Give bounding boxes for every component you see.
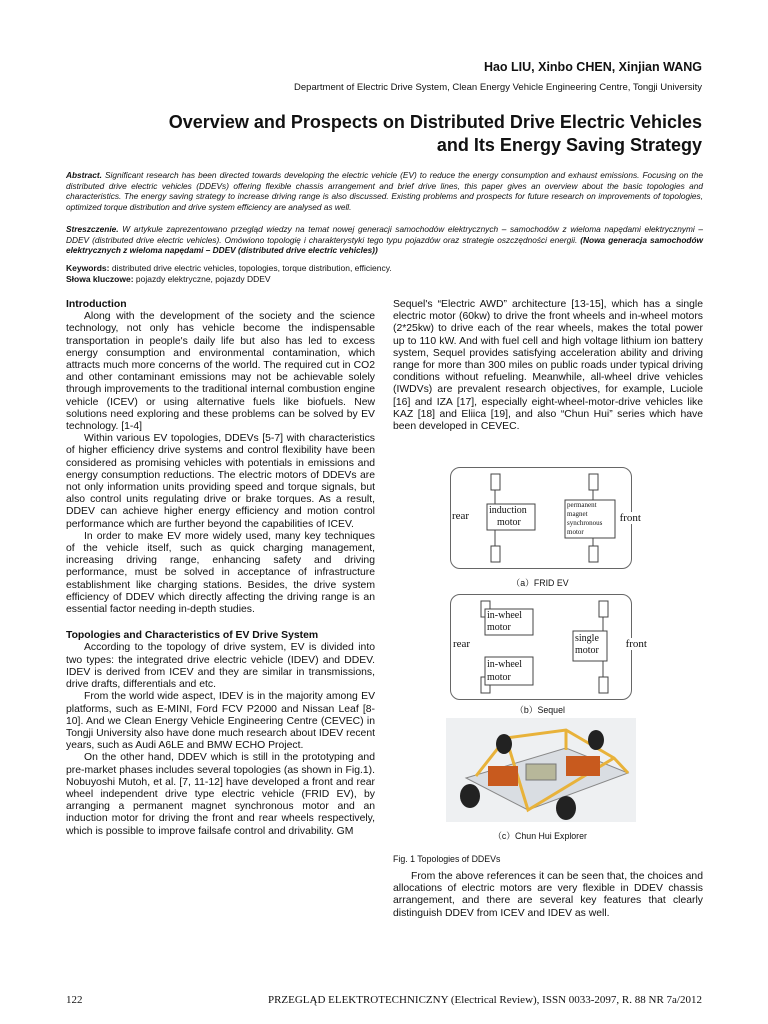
streszczenie-text: W artykule zaprezentowano przegląd wiedzy na temat nowej generacji samochodów elektrycznych – samochodów z wieloma napędami elektrycznymi – DDEV (distributed drive electric vehicles). Omówiono topologię i charakterystyki tego typu pojazdów oraz strategie oszczędności energii. (66, 224, 703, 245)
motor-block-rear (488, 766, 518, 786)
figure-1-caption: Fig. 1 Topologies of DDEVs (393, 854, 501, 864)
keywords-label: Keywords: (66, 263, 110, 273)
wheel-c-4 (556, 796, 576, 820)
keywords (66, 263, 703, 285)
topologies-paragraph-2: From the world wide aspect, IDEV is in the majority among EV platforms, such as E-MINI, Ford FCV P2000 and Nissan Leaf [8-10]. And we Clean Energy Vehicle Engineering Centre (CEVEC) in Tongji University also have done much research about IDEV recent years, such as Audi A6LE and BMW ECHO Project. (66, 691, 375, 752)
abstract-label: Abstract. (66, 170, 102, 180)
label-front-a: front (619, 512, 641, 524)
wheel-rear-top (491, 474, 500, 490)
label-single-2: motor (575, 645, 599, 656)
label-front-b: front (625, 638, 647, 650)
label-induction-2: motor (497, 517, 521, 528)
figure-a-svg (451, 468, 631, 568)
keywords-pl-label: Słowa kluczowe: (66, 273, 134, 284)
wheel-front-top (589, 474, 598, 490)
label-inwheel-top-1: in-wheel (487, 610, 522, 621)
right-paragraph-1: Sequel's “Electric AWD” architecture [13-15], which has a single electric motor (60kw) to drive the front wheels and in-wheel motors (2*25kw) to drive each of the rear wheels, makes the total power up to 110 kW. And with fuel cell and high voltage lithium ion battery system, Sequel provides satisfying acceleration ability and driving range for more than 300 miles on public roads under typical driving conditions without refueling. Meanwhile, all-wheel drive vehicles (IWDVs) are prevalent research objectives, for example, Luciole [16] and IZA [17], especially eight-wheel-motor-drive vehicles like KAZ [18] and Eliica [19], and also “Chun Hui” series which have been developed in CEVEC. (393, 299, 703, 433)
motor-block-front (566, 756, 600, 776)
title-line-2: and Its Energy Saving Strategy (436, 135, 702, 155)
keywords-pl-text: pojazdy elektryczne, pojazdy DDEV (133, 273, 271, 284)
label-inwheel-bot-1: in-wheel (487, 659, 522, 670)
right-paragraph-2: From the above references it can be seen that, the choices and allocations of electric motors are very flexible in DDEV chassis arrangement, and there are several key features that clearly distinguish DDEV from ICEV and IDEV as well. (393, 871, 703, 919)
wheel-rear-bottom (491, 546, 500, 562)
label-pm-3: synchronous (567, 519, 603, 527)
authors: Hao LIU, Xinbo CHEN, Xinjian WANG (483, 60, 702, 74)
intro-paragraph-2: Within various EV topologies, DDEVs [5-7] with characteristics of higher efficiency drive systems and control flexibility have been considered as promising vehicles with potentials in emissions and energy consumption reductions. The electric motors of DDEVs are not only information units providing speed and torque signals, but also control units regulating drive or brake torques. As a result, DDEV can achieve higher energy efficiency and motion control performance which are further beyond the capabilities of ICEV. (66, 433, 375, 530)
figure-b-caption: （b）Sequel (515, 705, 565, 715)
label-pm-2: magnet (567, 510, 588, 518)
streszczenie (66, 224, 703, 256)
wheel-c-2 (496, 734, 512, 754)
streszczenie-title: (Nowa generacja samochodów elektrycznych z wieloma napędami – DDEV (distributed drive electric vehicles)) (66, 234, 703, 256)
figure-c-caption: （c）Chun Hui Explorer (493, 831, 587, 841)
abstract (66, 170, 703, 212)
topologies-paragraph-1: According to the topology of drive system, EV is divided into two types: the integrated drive electric vehicle (IDEV) and DDEV. IDEV is derived from ICEV and they are similar in transmissions, drive drafts, differentials and etc. (66, 642, 375, 691)
affiliation: Department of Electric Drive System, Clean Energy Vehicle Engineering Centre, Tongji University (294, 82, 702, 93)
label-rear-b: rear (453, 638, 471, 650)
topologies-heading: Topologies and Characteristics of EV Drive System (66, 630, 319, 642)
title-line-1: Overview and Prospects on Distributed Drive Electric Vehicles (168, 112, 702, 132)
label-inwheel-top-2: motor (487, 622, 511, 633)
wheel-c-3 (588, 730, 604, 750)
intro-paragraph-3: In order to make EV more widely used, many key techniques of the vehicle itself, such as quick charging management, increasing driving range, enhancing safety and driving performance, must be solved in acceptance of infrastructure establishment like charging stations. Besides, the drive system efficiency of DDEV which directly affecting the driving range is an essential factor needing in-depth studies. (66, 530, 375, 616)
figure-a-diagram (450, 467, 641, 569)
figure-a-caption: （a）FRID EV (511, 578, 569, 588)
keywords-en (66, 263, 703, 274)
figure-b-svg (451, 595, 631, 699)
wheel-c-1 (460, 784, 480, 808)
figure-b-diagram (450, 594, 647, 700)
label-pm-4: motor (567, 528, 584, 536)
label-pm-1: permanent (567, 501, 597, 509)
journal-footer: PRZEGLĄD ELEKTROTECHNICZNY (Electrical Review), ISSN 0033-2097, R. 88 NR 7a/2012 (267, 994, 702, 1006)
abstract-text: Significant research has been directed towards developing the electric vehicle (EV) to reduce the energy consumption and exhaust emissions. Focusing on the distributed drive electric vehicles (DDEVs) offering flexible chassis arrangement and brief drive lines, this paper gives an overview about the basic topologies and characteristics. The energy saving strategy to increase driving range is also discussed. Existing problems and prospects for future research on improvements of topologies, optimized torque distribution and drive system efficiency are analysed as well. (66, 170, 703, 212)
figure-c-svg (446, 718, 636, 822)
keywords-pl (66, 274, 703, 285)
label-inwheel-bot-2: motor (487, 672, 511, 683)
streszczenie-label: Streszczenie. (66, 224, 119, 234)
right-column-after-figure (393, 871, 703, 920)
paper-title (62, 111, 702, 157)
label-rear-a: rear (452, 510, 470, 522)
right-column (393, 299, 703, 433)
left-column (66, 299, 375, 838)
label-single-1: single (575, 633, 599, 644)
wheel-front-top-b (599, 601, 608, 617)
intro-paragraph-1: Along with the development of the society and the science technology, not only has vehicle become the indispensable transportation in people's daily life but also has led to excess energy consumption and environmental contamination, which attracts much more concerns of the world. The required cut in CO2 and other contaminant emissions may not be achievable solely through improvements to the traditional internal combustion engine vehicle (ICEV) or using alternative fuels like biofuels. New solutions need exploring and these problems can be solved by EV technology. [1-4] (66, 311, 375, 433)
wheel-front-bottom-b (599, 677, 608, 693)
figure-c-image (446, 718, 636, 822)
battery-block (526, 764, 556, 780)
label-induction-1: induction (489, 505, 527, 516)
page-number: 122 (66, 994, 83, 1006)
topologies-paragraph-3: On the other hand, DDEV which is still in the prototyping and pre-market phases includes several topologies (as shown in Fig.1). Nobuyoshi Mutoh, et al. [7, 11-12] have developed a front and rear wheel independent drive type electric vehicle (FRID EV), by arranging a permanent magnet synchronous motor and an induction motor for driving the front and rear wheels respectively, which is possible to improve failsafe control and drivability. GM (66, 752, 375, 837)
intro-heading: Introduction (66, 299, 127, 310)
wheel-front-bottom (589, 546, 598, 562)
keywords-text: distributed drive electric vehicles, topologies, torque distribution, efficiency. (109, 263, 392, 273)
